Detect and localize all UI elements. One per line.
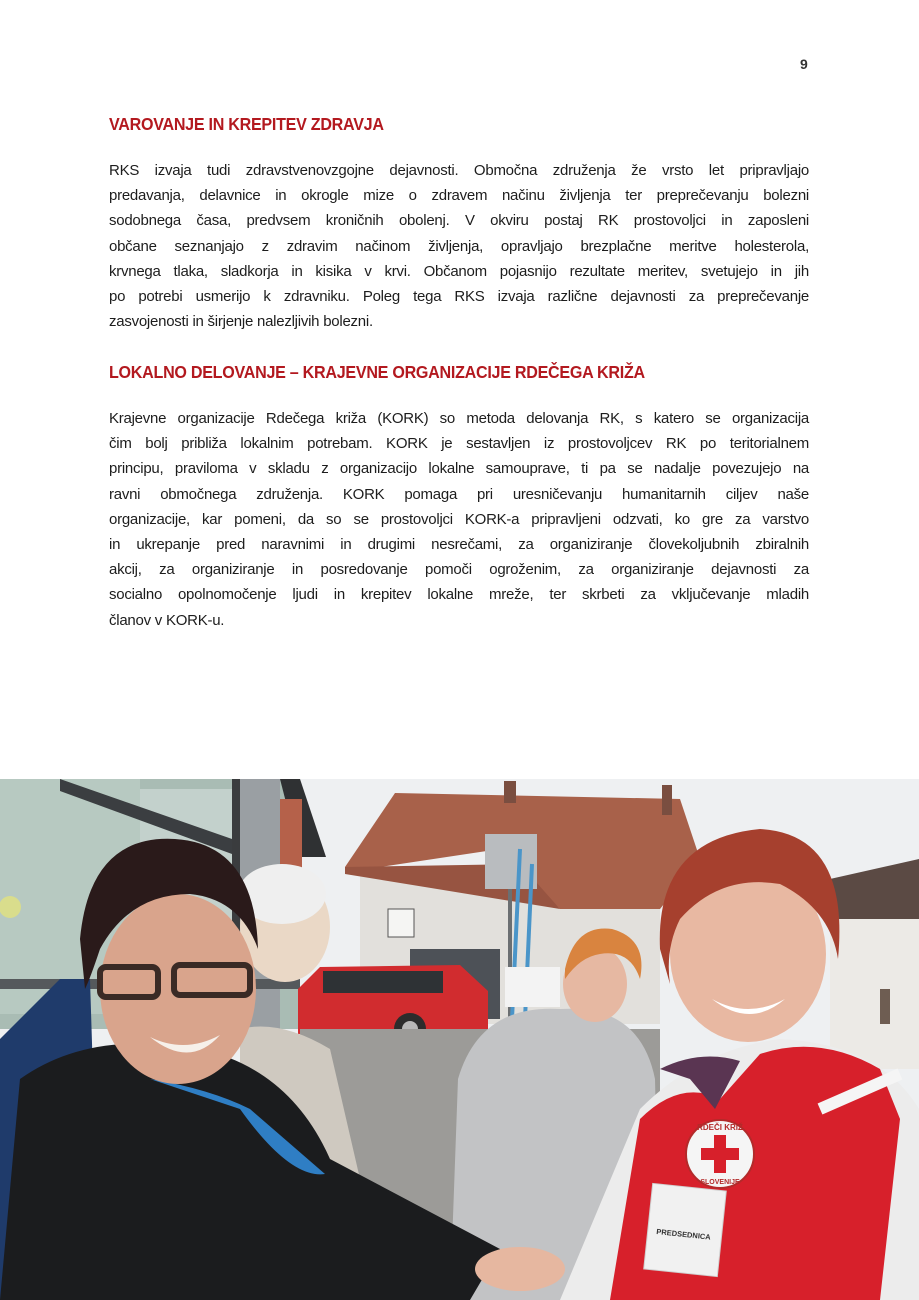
- photo-volunteers-handshake: [0, 779, 919, 1300]
- text-line: socialno opolnomočenje ljudi in krepitev lokalne mreže, ter skrbeti za vključevanje mladih: [109, 586, 809, 604]
- text-line: čim bolj približa lokalnim potrebam. KORK je sestavljen iz prostovoljcev RK po teritorialnem: [109, 435, 809, 453]
- text-line: ravni območnega združenja. KORK pomaga pri uresničevanju humanitarnih ciljev naše: [109, 485, 809, 503]
- page-number: 9: [800, 56, 808, 72]
- photo-illustration: [0, 779, 919, 1300]
- badge-top-text: RDEČI KRIŽ: [697, 1123, 743, 1132]
- text-line: RKS izvaja tudi zdravstvenovzgojne dejavnosti. Območna združenja že vrsto let pripravljajo: [109, 162, 809, 179]
- text-line: organizacije, kar pomeni, da so se prostovoljci KORK-a pripravljeni odzvati, ko gre za varstvo: [109, 510, 809, 528]
- name-tag: [644, 1183, 727, 1276]
- right-building: [830, 859, 919, 1069]
- handshake: [475, 1247, 565, 1291]
- text-line: občane seznanjajo z zdravim načinom življenja, opravljajo brezplačne meritve holesterola,: [109, 237, 809, 255]
- text-line: sodobnega časa, predvsem kroničnih obolenj. V okviru postaj RK prostovoljci in zaposleni: [109, 212, 809, 230]
- text-line: članov v KORK-u.: [109, 611, 225, 629]
- text-line: principu, praviloma v skladu z organizacijo lokalne samouprave, ti pa se nadalje povezujejo na: [109, 460, 809, 478]
- white-van: [505, 967, 560, 1007]
- section-heading-health: VAROVANJE IN KREPITEV ZDRAVJA: [109, 114, 384, 134]
- text-line: Krajevne organizacije Rdečega križa (KORK) so metoda delovanja RK, s katero se organizacija: [109, 410, 809, 427]
- text-line: akcij, za organiziranje in posredovanje pomoči ogroženim, za organiziranje dejavnosti za: [109, 561, 809, 579]
- name-tag-title: PREDSEDNICA: [655, 1227, 712, 1242]
- text-line: po potrebi usmerijo k zdravniku. Poleg tega RKS izvaja različne dejavnosti za preprečevanje: [109, 288, 809, 306]
- paragraph-local: [109, 406, 809, 633]
- smiley-sticker: [0, 896, 21, 918]
- paragraph-health: [109, 158, 809, 334]
- red-cross-badge: [686, 1120, 754, 1188]
- text-line: in ukrepanje pred naravnimi in drugimi nesrečami, za organiziranje človekoljubnih zbiralnih: [109, 536, 809, 554]
- text-line: zasvojenosti in širjenje nalezljivih bolezni.: [109, 313, 373, 331]
- street-sign: [485, 834, 537, 889]
- section-heading-local: LOKALNO DELOVANJE – KRAJEVNE ORGANIZACIJE RDEČEGA KRIŽA: [109, 362, 645, 382]
- text-line: predavanja, delavnice in okrogle mize o zdravem načinu življenja ter preprečevanju bolezni: [109, 187, 809, 205]
- text-line: krvnega tlaka, sladkorja in kisika v krvi. Občanom pojasnijo rezultate meritev, svetujejo in jih: [109, 262, 809, 280]
- badge-bottom-text: SLOVENIJE: [700, 1179, 740, 1186]
